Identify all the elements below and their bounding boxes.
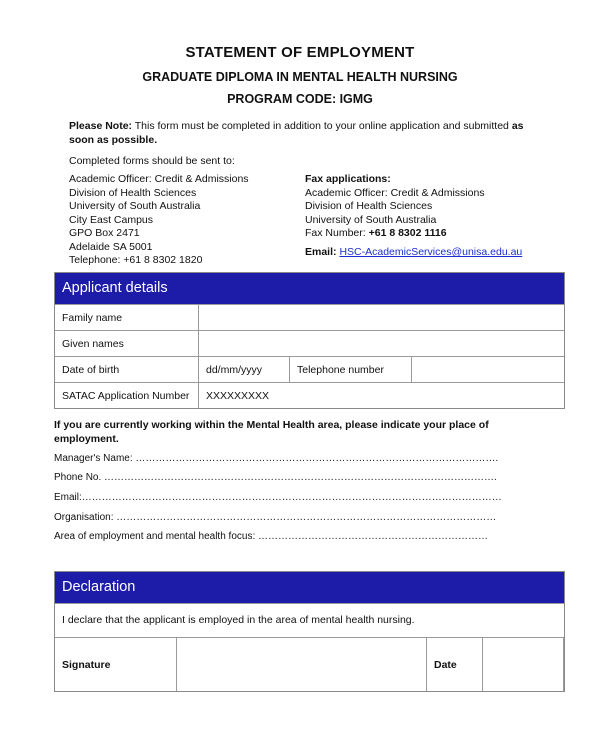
- dob-label: Date of birth: [55, 357, 199, 382]
- email-line[interactable]: Email:………………………………………………………………………………………………………………: [54, 492, 502, 503]
- page-subtitle: GRADUATE DIPLOMA IN MENTAL HEALTH NURSING: [142, 70, 458, 84]
- email-label: Email:: [305, 246, 337, 258]
- signature-label: Signature: [55, 638, 177, 691]
- family-name-field[interactable]: [199, 305, 564, 330]
- manager-name-line[interactable]: Manager's Name: ……………………………………………………………………………………………….: [54, 453, 499, 464]
- address-line: University of South Australia: [69, 200, 201, 212]
- family-name-row: [55, 304, 564, 330]
- program-code: PROGRAM CODE: IGMG: [227, 92, 373, 106]
- fax-number: +61 8 8302 1116: [368, 227, 447, 239]
- note-emphasis: as soon as possible.: [69, 120, 524, 146]
- address-line: Adelaide SA 5001: [69, 240, 153, 253]
- date-label: Date: [427, 638, 483, 691]
- fax-line: Division of Health Sciences: [305, 200, 433, 212]
- address-line: Division of Health Sciences: [69, 186, 197, 199]
- fax-number-line: [305, 227, 485, 241]
- page-title: STATEMENT OF EMPLOYMENT: [185, 44, 415, 61]
- email-link[interactable]: HSC-AcademicServices@unisa.edu.au: [339, 246, 523, 258]
- address-line: GPO Box 2471: [69, 227, 140, 239]
- declaration-section: [54, 571, 565, 692]
- fax-line: Academic Officer: Credit & Admissions: [305, 186, 485, 199]
- satac-row: [55, 382, 564, 408]
- signature-row: [55, 637, 564, 691]
- dob-field[interactable]: dd/mm/yyyy: [199, 357, 290, 382]
- note-text: This form must be completed in addition to your online application and submitted: [132, 120, 512, 132]
- given-names-field[interactable]: [199, 331, 564, 356]
- satac-label: SATAC Application Number: [55, 383, 199, 408]
- given-names-row: [55, 330, 564, 356]
- telephone-field[interactable]: [412, 357, 564, 382]
- date-of-birth-row: [55, 356, 564, 382]
- address-line: City East Campus: [69, 213, 154, 226]
- employment-question: If you are currently working within the Mental Health area, please indicate your place of employment.: [54, 419, 489, 445]
- declaration-statement: I declare that the applicant is employed in the area of mental health nursing.: [55, 603, 564, 637]
- address-line: Telephone: +61 8 8302 1820: [69, 254, 203, 266]
- area-of-employment-line[interactable]: Area of employment and mental health focus: ……………………………………………………………: [54, 531, 489, 542]
- fax-line: University of South Australia: [305, 213, 437, 226]
- phone-line[interactable]: Phone No. ……………………………………………………………………………………………………….: [54, 472, 497, 483]
- fax-address: [305, 173, 485, 241]
- applicant-details-section: [54, 272, 565, 409]
- telephone-label: Telephone number: [290, 357, 412, 382]
- note-label: Please Note:: [69, 120, 133, 132]
- declaration-heading: Declaration: [55, 572, 564, 603]
- organisation-line[interactable]: Organisation: ……………………………………………………………………………………………………: [54, 512, 497, 523]
- address-line: Academic Officer: Credit & Admissions: [69, 173, 249, 185]
- satac-field[interactable]: XXXXXXXXX: [206, 389, 270, 402]
- postal-address: [69, 173, 249, 268]
- date-field[interactable]: [483, 638, 564, 691]
- family-name-label: Family name: [55, 305, 199, 330]
- fax-heading: Fax applications:: [305, 173, 391, 185]
- sent-to-text: Completed forms should be sent to:: [69, 155, 235, 167]
- please-note: [69, 120, 539, 147]
- given-names-label: Given names: [55, 331, 199, 356]
- email-row: [305, 246, 522, 258]
- applicant-details-heading: Applicant details: [55, 273, 564, 304]
- signature-field[interactable]: [177, 638, 427, 691]
- fax-number-label: Fax Number:: [305, 227, 369, 239]
